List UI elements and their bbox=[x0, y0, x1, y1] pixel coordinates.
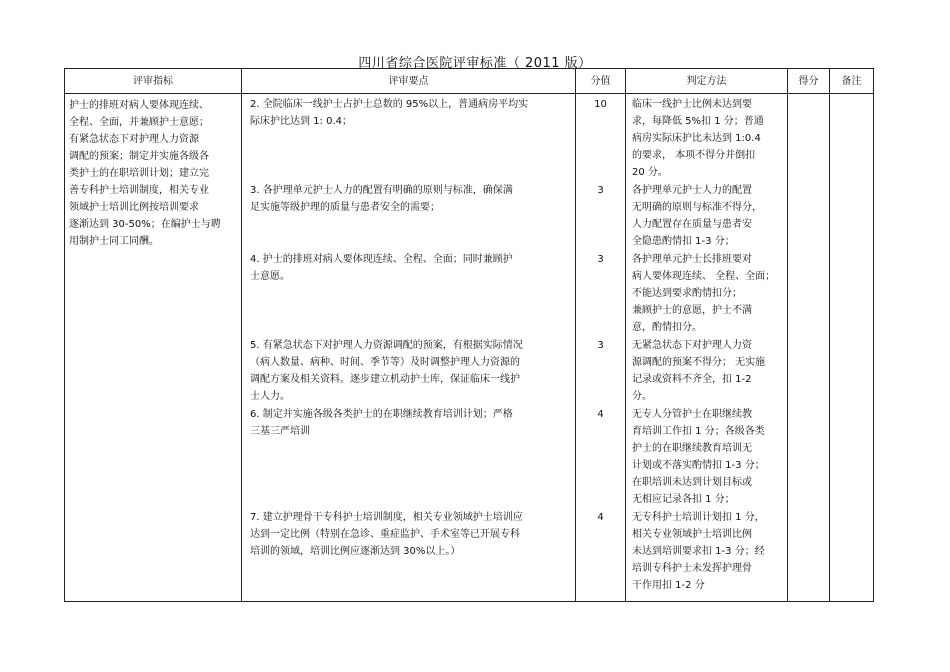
method-item: 临床一线护士比例未达到要 求，每降低 5%扣 1 分；普通 病房实际床护比未达到 1:0.4 的要求， 本项不得分并倒扣 20 分。 bbox=[632, 99, 764, 178]
requirement-item: 5. 有紧急状态下对护理人力资源调配的预案，有根据实际情况 （病人数量、病种、时间、季节等）及时调整护理人力资源的 调配方案及相关资料。逐步建立机动护士库，保证临床一线护 士人力。 bbox=[250, 340, 523, 402]
method-cell bbox=[626, 94, 788, 602]
header-requirements: 评审要点 bbox=[242, 69, 576, 94]
score-item: 10 bbox=[594, 99, 607, 110]
header-score: 分值 bbox=[576, 69, 626, 94]
score-item: 4 bbox=[597, 512, 604, 523]
score-item: 4 bbox=[597, 409, 604, 420]
score-item: 3 bbox=[597, 185, 604, 196]
score-item: 3 bbox=[597, 340, 604, 351]
remarks-cell bbox=[830, 94, 874, 602]
standards-table bbox=[64, 68, 874, 602]
header-remarks: 备注 bbox=[830, 69, 874, 94]
requirements-cell bbox=[242, 94, 576, 602]
indicator-text: 护士的排班对病人要体现连续、 全程、全面，并兼顾护士意愿； 有紧急状态下对护理人力资源 调配的预案；制定并实施各级各 类护士的在职培训计划；建立完 善专科护士培训制度，相关专业 领域护士培训比例按培训要求 逐渐达到 30-50%；在编护士与聘 用制护士同工同酬。 bbox=[69, 100, 221, 247]
indicator-cell bbox=[65, 94, 242, 602]
header-obtained: 得分 bbox=[788, 69, 830, 94]
requirement-item: 6. 制定并实施各级各类护士的在职继续教育培训计划；严格 三基三严培训 bbox=[250, 409, 513, 437]
method-item: 无专人分管护士在职继续教 育培训工作扣 1 分；各级各类 护士的在职继续教育培训无 计划或不落实酌情扣 1-3 分； 在职培训未达到计划目标或 无相应记录各扣 1 分； bbox=[632, 409, 765, 505]
score-item: 3 bbox=[597, 254, 604, 265]
method-item: 无专科护士培训计划扣 1 分， 相关专业领域护士培训比例 未达到培训要求扣 1-3 分；经 培训专科护士未发挥护理骨 干作用扣 1-2 分 bbox=[632, 512, 765, 591]
requirement-item: 3. 各护理单元护士人力的配置有明确的原则与标准，确保满 足实施等级护理的质量与患者安全的需要； bbox=[250, 185, 513, 213]
table-header-row bbox=[65, 69, 874, 94]
score-cell bbox=[576, 94, 626, 602]
requirement-item: 4. 护士的排班对病人要体现连续、全程、全面；同时兼顾护 士意愿。 bbox=[250, 254, 513, 282]
header-method: 判定方法 bbox=[626, 69, 788, 94]
header-indicator: 评审指标 bbox=[65, 69, 242, 94]
method-item: 各护理单元护士人力的配置 无明确的原则与标准不得分， 人力配置存在质量与患者安 全隐患酌情扣 1-3 分； bbox=[632, 185, 762, 247]
requirement-item: 2. 全院临床一线护士占护士总数的 95%以上，普通病房平均实 际床护比达到 1: 0.4； bbox=[250, 99, 529, 127]
page-title: 四川省综合医院评审标准（ 2011 版） bbox=[358, 56, 592, 71]
obtained-cell bbox=[788, 94, 830, 602]
table-row bbox=[65, 94, 874, 602]
method-item: 无紧急状态下对护理人力资 源调配的预案不得分； 无实施 记录或资料不齐全，扣 1-2 分。 bbox=[632, 340, 766, 402]
requirement-item: 7. 建立护理骨干专科护士培训制度，相关专业领域护士培训应 达到一定比例（特别在急诊、重症监护、手术室等已开展专科 培训的领域，培训比例应逐渐达到 30%以上。） bbox=[250, 512, 523, 557]
method-item: 各护理单元护士长排班要对 病人要体现连续、 全程、全面； 不能达到要求酌情扣分； 兼顾护士的意愿，护士不满 意，酌情扣分。 bbox=[632, 254, 776, 333]
